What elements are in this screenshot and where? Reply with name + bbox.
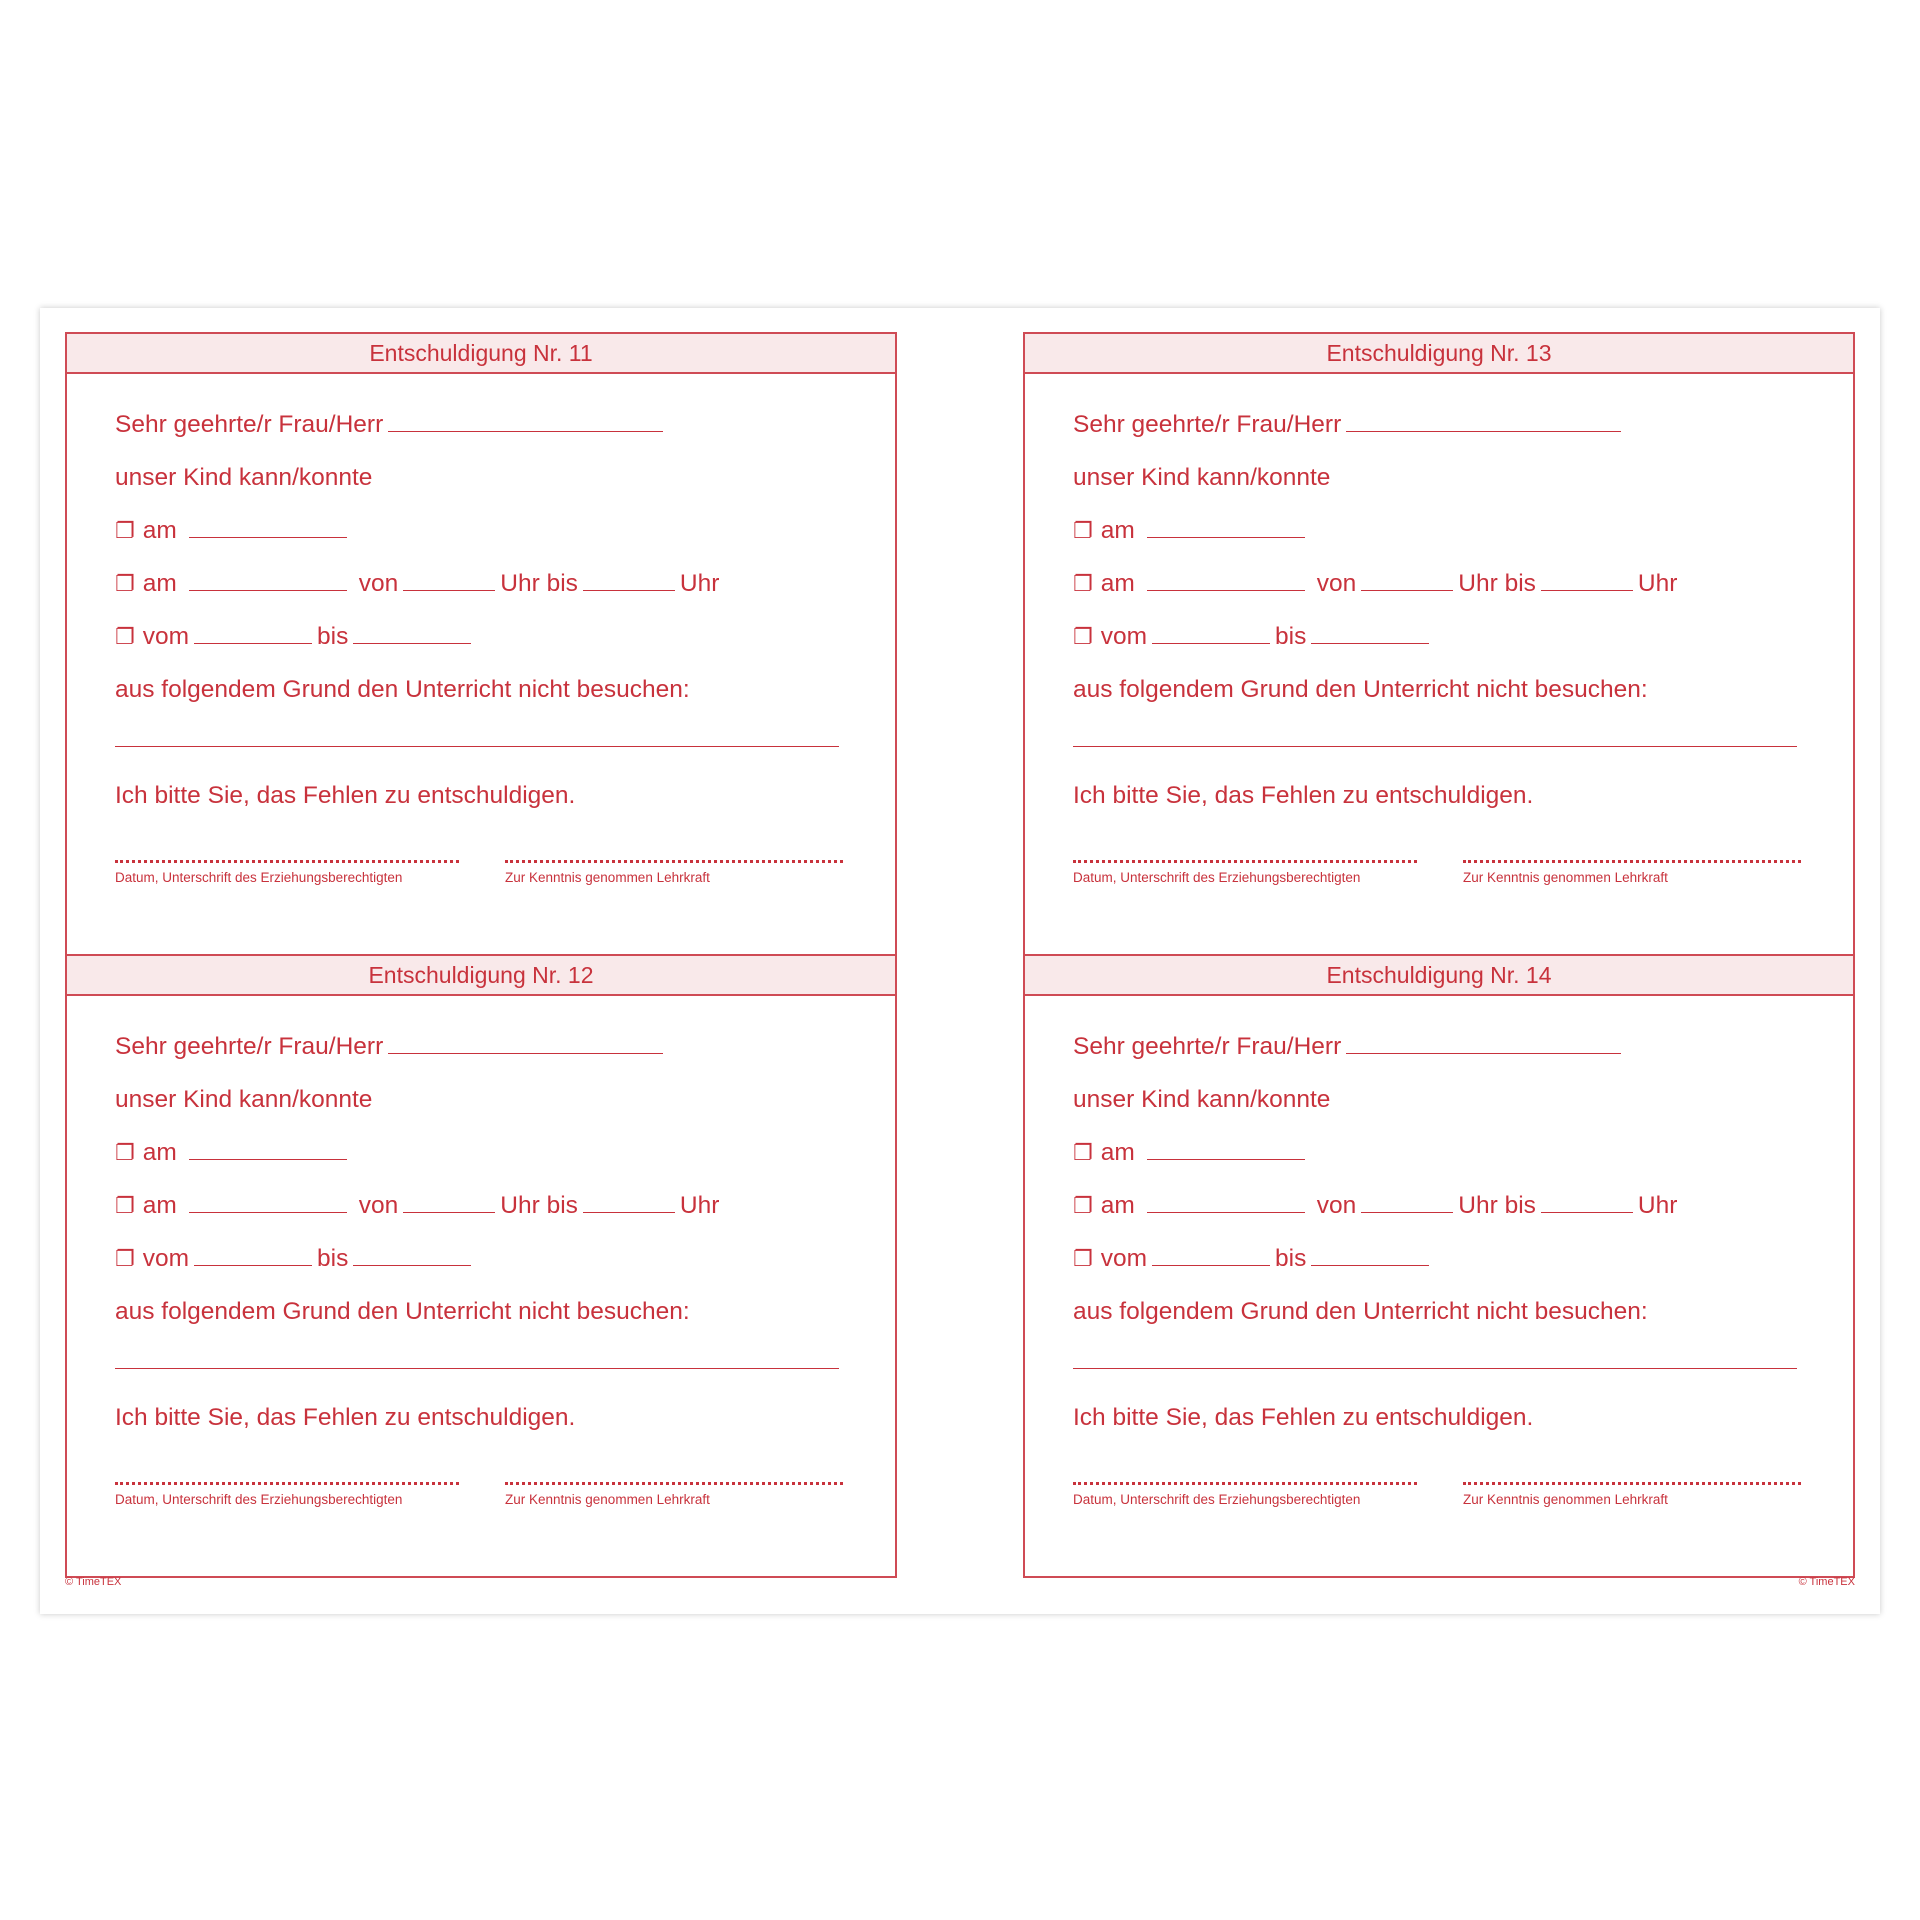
teacher-signature-caption: Zur Kenntnis genommen Lehrkraft (505, 1492, 710, 1507)
teacher-signature (1463, 1482, 1801, 1507)
time-to-field[interactable] (1541, 570, 1633, 591)
child-line: unser Kind kann/konnte (1073, 1086, 1331, 1113)
teacher-signature (505, 1482, 843, 1507)
time-from-field[interactable] (1361, 570, 1453, 591)
checkbox-icon[interactable]: ❐ (1073, 571, 1093, 596)
document-spread (40, 308, 1880, 1614)
am-label: am (1100, 570, 1135, 597)
single-day-row (1073, 1138, 1310, 1168)
card-title: Entschuldigung Nr. 12 (67, 956, 895, 996)
am-label: am (1100, 517, 1135, 544)
request-line: Ich bitte Sie, das Fehlen zu entschuldigen. (1073, 1404, 1534, 1431)
recipient-name-field[interactable] (1346, 411, 1621, 432)
recipient-name-field[interactable] (1346, 1033, 1621, 1054)
child-line: unser Kind kann/konnte (115, 1086, 373, 1113)
salutation-label: Sehr geehrte/r Frau/Herr (1073, 1033, 1342, 1060)
date-from-field[interactable] (194, 623, 312, 644)
checkbox-icon[interactable]: ❐ (115, 571, 135, 596)
date-from-field[interactable] (1152, 1245, 1270, 1266)
uhr-bis-label: Uhr bis (500, 1192, 578, 1219)
excuse-card-13 (1025, 334, 1853, 954)
date-field[interactable] (1147, 570, 1305, 591)
date-range-row (1073, 622, 1434, 652)
date-range-row (1073, 1244, 1434, 1274)
am-label: am (142, 1192, 177, 1219)
time-from-field[interactable] (1361, 1192, 1453, 1213)
bis-label: bis (1275, 623, 1307, 650)
request-line: Ich bitte Sie, das Fehlen zu entschuldigen. (115, 782, 576, 809)
parent-signature (1073, 1482, 1417, 1507)
date-to-field[interactable] (353, 1245, 471, 1266)
teacher-signature-caption: Zur Kenntnis genommen Lehrkraft (505, 870, 710, 885)
vom-label: vom (1100, 623, 1148, 650)
reason-field[interactable] (1073, 746, 1797, 747)
von-label: von (1316, 1192, 1357, 1219)
single-day-row (115, 516, 352, 546)
date-from-field[interactable] (194, 1245, 312, 1266)
checkbox-icon[interactable]: ❐ (1073, 1246, 1093, 1271)
teacher-signature-caption: Zur Kenntnis genommen Lehrkraft (1463, 1492, 1668, 1507)
parent-signature (115, 860, 459, 885)
am-label: am (142, 517, 177, 544)
checkbox-icon[interactable]: ❐ (1073, 518, 1093, 543)
salutation-row (1073, 410, 1626, 440)
time-range-row (1073, 1191, 1677, 1221)
card-title: Entschuldigung Nr. 11 (67, 334, 895, 374)
right-page (1023, 332, 1855, 1578)
von-label: von (358, 1192, 399, 1219)
time-to-field[interactable] (583, 1192, 675, 1213)
uhr-bis-label: Uhr bis (1458, 570, 1536, 597)
recipient-name-field[interactable] (388, 1033, 663, 1054)
am-label: am (142, 1139, 177, 1166)
date-field[interactable] (1147, 1139, 1305, 1160)
am-label: am (1100, 1192, 1135, 1219)
salutation-label: Sehr geehrte/r Frau/Herr (1073, 411, 1342, 438)
checkbox-icon[interactable]: ❐ (1073, 624, 1093, 649)
reason-field[interactable] (115, 1368, 839, 1369)
vom-label: vom (142, 1245, 190, 1272)
time-to-field[interactable] (1541, 1192, 1633, 1213)
date-field[interactable] (189, 570, 347, 591)
date-range-row (115, 1244, 476, 1274)
copyright-left: © TimeTEX (65, 1576, 122, 1588)
card-body (115, 994, 847, 1576)
checkbox-icon[interactable]: ❐ (115, 1140, 135, 1165)
child-line: unser Kind kann/konnte (115, 464, 373, 491)
parent-signature-line[interactable] (115, 1482, 459, 1485)
uhr-label: Uhr (679, 1192, 720, 1219)
single-day-row (1073, 516, 1310, 546)
bis-label: bis (1275, 1245, 1307, 1272)
reason-field[interactable] (115, 746, 839, 747)
checkbox-icon[interactable]: ❐ (115, 1246, 135, 1271)
copyright-right: © TimeTEX (1798, 1576, 1855, 1588)
checkbox-icon[interactable]: ❐ (115, 624, 135, 649)
salutation-label: Sehr geehrte/r Frau/Herr (115, 411, 384, 438)
date-from-field[interactable] (1152, 623, 1270, 644)
reason-label: aus folgendem Grund den Unterricht nicht besuchen: (1073, 1298, 1648, 1325)
date-field[interactable] (1147, 1192, 1305, 1213)
time-from-field[interactable] (403, 1192, 495, 1213)
excuse-card-14 (1025, 954, 1853, 1576)
bis-label: bis (317, 623, 349, 650)
uhr-label: Uhr (1637, 570, 1678, 597)
date-field[interactable] (189, 1139, 347, 1160)
date-to-field[interactable] (1311, 1245, 1429, 1266)
salutation-row (115, 1032, 668, 1062)
reason-field[interactable] (1073, 1368, 1797, 1369)
salutation-row (1073, 1032, 1626, 1062)
card-title: Entschuldigung Nr. 13 (1025, 334, 1853, 374)
excuse-card-11 (67, 334, 895, 954)
uhr-label: Uhr (679, 570, 720, 597)
date-field[interactable] (1147, 517, 1305, 538)
card-title: Entschuldigung Nr. 14 (1025, 956, 1853, 996)
date-to-field[interactable] (353, 623, 471, 644)
uhr-bis-label: Uhr bis (1458, 1192, 1536, 1219)
salutation-row (115, 410, 668, 440)
checkbox-icon[interactable]: ❐ (1073, 1140, 1093, 1165)
teacher-signature-line[interactable] (1463, 860, 1801, 863)
parent-signature-caption: Datum, Unterschrift des Erziehungsberechtigten (115, 870, 403, 885)
uhr-bis-label: Uhr bis (500, 570, 578, 597)
am-label: am (1100, 1139, 1135, 1166)
checkbox-icon[interactable]: ❐ (1073, 1193, 1093, 1218)
single-day-row (115, 1138, 352, 1168)
salutation-label: Sehr geehrte/r Frau/Herr (115, 1033, 384, 1060)
time-from-field[interactable] (403, 570, 495, 591)
parent-signature (115, 1482, 459, 1507)
parent-signature-line[interactable] (1073, 860, 1417, 863)
vom-label: vom (142, 623, 190, 650)
excuse-card-12 (67, 954, 895, 1576)
parent-signature-line[interactable] (115, 860, 459, 863)
date-field[interactable] (189, 1192, 347, 1213)
card-body (115, 372, 847, 954)
time-range-row (115, 1191, 719, 1221)
time-range-row (1073, 569, 1677, 599)
teacher-signature-line[interactable] (505, 860, 843, 863)
parent-signature-line[interactable] (1073, 1482, 1417, 1485)
parent-signature-caption: Datum, Unterschrift des Erziehungsberechtigten (115, 1492, 403, 1507)
reason-label: aus folgendem Grund den Unterricht nicht besuchen: (1073, 676, 1648, 703)
uhr-label: Uhr (1637, 1192, 1678, 1219)
vom-label: vom (1100, 1245, 1148, 1272)
parent-signature (1073, 860, 1417, 885)
teacher-signature-line[interactable] (1463, 1482, 1801, 1485)
von-label: von (358, 570, 399, 597)
teacher-signature-line[interactable] (505, 1482, 843, 1485)
checkbox-icon[interactable]: ❐ (115, 1193, 135, 1218)
checkbox-icon[interactable]: ❐ (115, 518, 135, 543)
request-line: Ich bitte Sie, das Fehlen zu entschuldigen. (115, 1404, 576, 1431)
parent-signature-caption: Datum, Unterschrift des Erziehungsberechtigten (1073, 1492, 1361, 1507)
time-to-field[interactable] (583, 570, 675, 591)
teacher-signature (1463, 860, 1801, 885)
date-range-row (115, 622, 476, 652)
teacher-signature-caption: Zur Kenntnis genommen Lehrkraft (1463, 870, 1668, 885)
recipient-name-field[interactable] (388, 411, 663, 432)
card-body (1073, 372, 1805, 954)
child-line: unser Kind kann/konnte (1073, 464, 1331, 491)
parent-signature-caption: Datum, Unterschrift des Erziehungsberechtigten (1073, 870, 1361, 885)
left-page (65, 332, 897, 1578)
teacher-signature (505, 860, 843, 885)
date-to-field[interactable] (1311, 623, 1429, 644)
card-body (1073, 994, 1805, 1576)
request-line: Ich bitte Sie, das Fehlen zu entschuldigen. (1073, 782, 1534, 809)
date-field[interactable] (189, 517, 347, 538)
reason-label: aus folgendem Grund den Unterricht nicht besuchen: (115, 1298, 690, 1325)
bis-label: bis (317, 1245, 349, 1272)
reason-label: aus folgendem Grund den Unterricht nicht besuchen: (115, 676, 690, 703)
von-label: von (1316, 570, 1357, 597)
time-range-row (115, 569, 719, 599)
am-label: am (142, 570, 177, 597)
